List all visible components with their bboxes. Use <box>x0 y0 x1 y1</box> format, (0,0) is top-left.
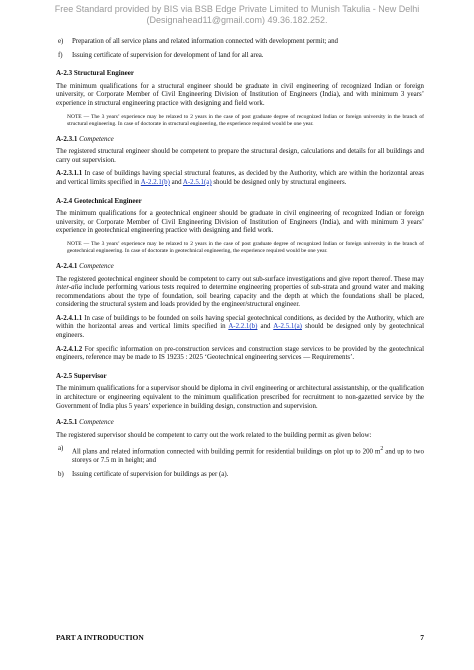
note-geotechnical-experience: NOTE — The 3 years’ experience may be relaxed to 2 years in the case of post graduate degree of recognized Indian or foreign university in the branch of geotechnical engineering. In case of doctorate in geotechnical engineering, the experience required would be one year. <box>67 240 424 254</box>
list-item-text: and up to two storeys or 7.5 m in height; and <box>72 448 424 465</box>
para-a-2-4-1-1 <box>56 315 424 341</box>
heading-geotechnical-engineer: A-2.4 Geotechnical Engineer <box>56 196 142 205</box>
ref-link-suffix: (a) <box>203 178 212 186</box>
ref-link-text: A-2.5.1 <box>182 178 204 186</box>
list-item-label: b) <box>58 470 64 478</box>
list-item-text: Preparation of all service plans and related information connected with development permit; and <box>72 38 338 45</box>
clause-title: Competence <box>79 134 114 143</box>
list-item-label: e) <box>58 38 64 45</box>
clause-text: and <box>257 323 274 331</box>
para-structural-competence: The registered structural engineer should be competent to prepare the structural design, calculations and details for all buildings and carry out supervision. <box>56 148 424 164</box>
para-supervisor-qualifications: The minimum qualifications for a supervisor should be diploma in civil engineering or architectural assistantship, or the qualification in architecture or engineering equivalent to the minimum qualification prescribed for recruitment to non-gazetted service by the Government of India plus 5 years’ experience in building design, construction and supervision. <box>56 385 424 410</box>
clause-title: Competence <box>79 261 114 270</box>
clause-text: In case of buildings having special structural features, as decided by the Authority, which are within the horizontal areas and vertical limits specified in <box>56 170 424 186</box>
clause-text: In case of buildings to be founded on soils having special geotechnical conditions, as decided by the Authority, which are within the horizontal areas and vertical limits specified in <box>56 314 424 331</box>
ref-link-suffix: (b) <box>161 178 170 186</box>
clause-number: A-2.3.1 <box>56 134 78 143</box>
ref-link-a-2-2-1[interactable] <box>228 323 257 330</box>
list-item <box>56 38 424 47</box>
list-item <box>56 52 424 61</box>
ref-link-suffix: (b) <box>249 323 258 331</box>
heading-structural-engineer: A-2.3 Structural Engineer <box>56 69 134 78</box>
list-item <box>56 445 424 465</box>
ref-link-a-2-5-1[interactable] <box>183 179 212 186</box>
clause-number: A-2.4.1 <box>56 261 78 270</box>
clause-italic: inter-alia <box>56 284 82 292</box>
list-item-text: Issuing certificate of supervision for development of land for all area. <box>72 51 264 59</box>
ref-link-a-2-2-1[interactable] <box>141 179 170 186</box>
superscript: 2 <box>380 446 384 453</box>
ref-link-text: A-2.2.1 <box>228 323 250 331</box>
clause-number: A-2.3.1.1 <box>56 170 83 178</box>
watermark <box>0 4 474 26</box>
clause-text: include performing various tests required to determine engineering properties of sub-strata and ground water and making recommendations about the type of foundation, soil bearing capacity and the depth at which the foundations shall be placed, considering the structural system and loads provided by the engineer/structural engineer. <box>56 284 424 309</box>
clause-text: The registered geotechnical engineer should be competent to carry out sub-surface investigations and give report thereof. These may <box>56 275 424 283</box>
ref-link-text: A-2.5.1 <box>273 323 295 331</box>
clause-text: and <box>169 178 183 186</box>
clause-text: For specific information on pre-construction services and construction stage services to be provided by the geotechnical engineers, reference may be made to IS 19235 : 2025 ‘Geotechnical engineering services — Requirements’. <box>56 345 424 362</box>
clause-text: should be designed only by geotechnical engineers. <box>56 323 425 340</box>
clause-title: Competence <box>79 418 114 427</box>
note-structural-experience: NOTE — The 3 years’ experience may be relaxed to 2 years in the case of post graduate degree of recognized Indian or foreign university in the branch of structural engineering. In case of doctorate in structural engineering, the experience required would be one year. <box>67 113 424 127</box>
list-item-label: f) <box>58 51 63 59</box>
para-geotechnical-qualifications: The minimum qualifications for a geotechnical engineer should be graduate in civil engineering of recognized Indian or foreign university, or Corporate Member of Civil Engineering Division of Institution of Engineers (India), and with minimum 3 years’ experience in geotechnical engineering practice with designing and field work. <box>56 210 424 235</box>
page-number: 7 <box>420 633 424 642</box>
para-a-2-4-1-2 <box>56 346 424 363</box>
page-footer <box>56 633 424 642</box>
heading-supervisor-competence <box>56 418 424 427</box>
heading-geotechnical-competence <box>56 262 424 271</box>
para-a-2-3-1-1 <box>56 170 424 187</box>
clause-number: A-2.4.1.1 <box>56 314 83 322</box>
ref-link-text: A-2.2.1 <box>140 178 162 186</box>
clause-text: should be designed only by structural engineers. <box>211 178 347 186</box>
heading-structural-competence <box>56 135 424 144</box>
para-geotechnical-competence <box>56 276 424 310</box>
ref-link-suffix: (a) <box>294 323 302 331</box>
para-supervisor-competence: The registered supervisor should be competent to carry out the work related to the building permit as given below: <box>56 431 372 439</box>
list-item-text: Issuing certificate of supervision for buildings as per (a). <box>72 470 229 478</box>
page-content <box>56 38 424 484</box>
clause-number: A-2.5.1 <box>56 418 78 427</box>
watermark-line-1: Free Standard provided by BIS via BSB Edge Private Limited to Munish Takulia - New Delhi <box>54 4 420 14</box>
footer-part-title: PART A INTRODUCTION <box>56 633 144 642</box>
para-structural-qualifications: The minimum qualifications for a structural engineer should be graduate in civil engineering of recognized Indian or foreign university, or Corporate Member of Civil Engineering Division of Institution of Engineers (India), and with minimum 3 years’ experience in structural engineering practice with designing and field work. <box>56 82 424 107</box>
list-item-text: All plans and related information connected with building permit for residential buildings on plot up to 200 m <box>72 448 381 456</box>
ref-link-a-2-5-1[interactable] <box>273 323 302 330</box>
watermark-line-2: (Designahead11@gmail.com) 49.36.182.252. <box>146 15 328 25</box>
list-item-label: a) <box>58 445 64 453</box>
heading-supervisor: A-2.5 Supervisor <box>56 371 107 380</box>
clause-number: A-2.4.1.2 <box>56 345 83 353</box>
list-item <box>56 471 424 480</box>
